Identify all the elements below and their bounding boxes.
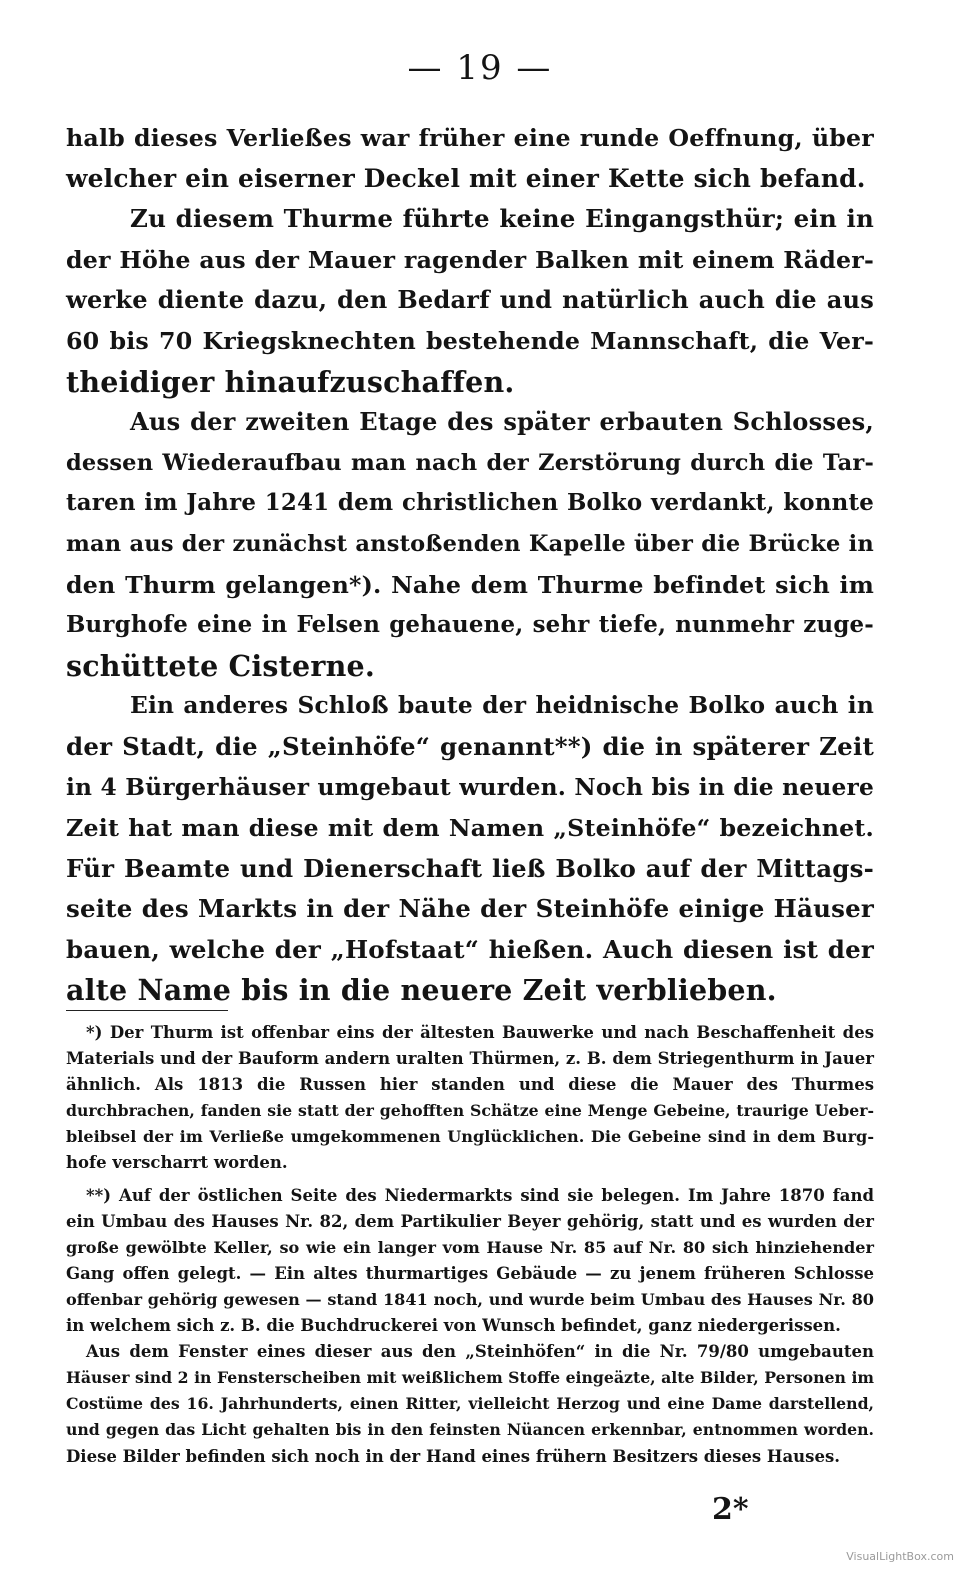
text-line: schüttete Cisterne. bbox=[66, 648, 375, 683]
text-line: welcher ein eiserner Deckel mit einer Kette sich befand. bbox=[66, 163, 866, 193]
text-line: werke diente dazu, den Bedarf und natürlich auch die aus bbox=[66, 285, 874, 315]
footnote-line: Materials und der Bauform andern uralten Thürmen, z. B. dem Striegenthurm in Jauer bbox=[66, 1049, 874, 1069]
footnote-line: Diese Bilder befinden sich noch in der Hand eines frühern Besitzers dieses Hauses. bbox=[66, 1446, 840, 1466]
text-line: bauen, welche der „Hofstaat“ hießen. Auch diesen ist der bbox=[66, 934, 874, 964]
text-line: Für Beamte und Dienerschaft ließ Bolko auf der Mittags- bbox=[66, 853, 874, 883]
text-line: Ein anderes Schloß baute der heidnische Bolko auch in bbox=[130, 692, 874, 720]
text-line: Zeit hat man diese mit dem Namen „Steinhöfe“ bezeichnet. bbox=[66, 814, 874, 843]
text-line: in 4 Bürgerhäuser umgebaut wurden. Noch bis in die neuere bbox=[66, 773, 874, 801]
text-line: der Stadt, die „Steinhöfe“ genannt**) die in späterer Zeit bbox=[66, 731, 874, 761]
watermark: VisualLightBox.com bbox=[846, 1550, 954, 1563]
footnote-line: offenbar gehörig gewesen — stand 1841 noch, und wurde beim Umbau des Hauses Nr. 80 bbox=[66, 1289, 874, 1309]
text-line: theidiger hinaufzuschaffen. bbox=[66, 364, 515, 399]
footnote-line: in welchem sich z. B. die Buchdruckerei von Wunsch befindet, ganz niedergerissen. bbox=[66, 1316, 841, 1336]
text-line: halb dieses Verließes war früher eine runde Oeffnung, über bbox=[66, 124, 874, 152]
text-line: Burghofe eine in Felsen gehauene, sehr tiefe, nunmehr zuge- bbox=[66, 611, 874, 639]
main-text bbox=[66, 118, 874, 1011]
text-line: der Höhe aus der Mauer ragender Balken mit einem Räder- bbox=[66, 245, 874, 274]
footnotes bbox=[66, 1020, 874, 1470]
text-line: 60 bis 70 Kriegsknechten bestehende Mannschaft, die Ver- bbox=[66, 326, 874, 355]
footnote-line: bleibsel der im Verließe umgekommenen Unglücklichen. Die Gebeine sind in dem Burg- bbox=[66, 1127, 874, 1147]
footnote-line: *) Der Thurm ist offenbar eins der ältesten Bauwerke und nach Beschaffenheit des bbox=[86, 1023, 874, 1042]
footnote-line: ähnlich. Als 1813 die Russen hier standen und diese die Mauer des Thurmes bbox=[66, 1075, 874, 1095]
page-number: — 19 — bbox=[407, 48, 553, 88]
text-line: man aus der zunächst anstoßenden Kapelle über die Brücke in bbox=[66, 530, 874, 557]
footnote-divider bbox=[66, 1010, 228, 1011]
text-line: Zu diesem Thurme führte keine Eingangsthür; ein in bbox=[130, 204, 874, 234]
footnote-line: große gewölbte Keller, so wie ein langer vom Hause Nr. 85 auf Nr. 80 sich hinziehender bbox=[66, 1237, 874, 1257]
footnote-line: Costüme des 16. Jahrhunderts, einen Ritter, vielleicht Herzog und eine Dame darstellend, bbox=[66, 1394, 874, 1414]
text-line: den Thurm gelangen*). Nahe dem Thurme befindet sich im bbox=[66, 570, 874, 599]
text-line: seite des Markts in der Nähe der Steinhöfe einige Häuser bbox=[66, 894, 874, 924]
text-line: taren im Jahre 1241 dem christlichen Bolko verdankt, konnte bbox=[66, 489, 874, 517]
text-line: dessen Wiederaufbau man nach der Zerstörung durch die Tar- bbox=[66, 449, 874, 476]
text-line: alte Name bis in die neuere Zeit verblieben. bbox=[66, 973, 777, 1008]
footnote-line: Häuser sind 2 in Fensterscheiben mit weißlichem Stoffe eingeäzte, alte Bilder, Personen im bbox=[66, 1368, 874, 1388]
footnote-line: hofe verscharrt worden. bbox=[66, 1153, 288, 1173]
text-line: Aus der zweiten Etage des später erbauten Schlosses, bbox=[130, 407, 874, 437]
footnote-line: Gang offen gelegt. — Ein altes thurmartiges Gebäude — zu jenem früheren Schlosse bbox=[66, 1263, 874, 1283]
footnote-line: und gegen das Licht gehalten bis in den feinsten Nüancen erkennbar, entnommen worden. bbox=[66, 1420, 874, 1440]
footnote-line: ein Umbau des Hauses Nr. 82, dem Partikulier Beyer gehörig, statt und es wurden der bbox=[66, 1211, 874, 1231]
footnote-line: Aus dem Fenster eines dieser aus den „Steinhöfen“ in die Nr. 79/80 umgebauten bbox=[86, 1342, 874, 1362]
footnote-line: **) Auf der östlichen Seite des Niedermarkts sind sie belegen. Im Jahre 1870 fand bbox=[86, 1185, 874, 1205]
footnote-line: durchbrachen, fanden sie statt der gehofften Schätze eine Menge Gebeine, traurige Ueber- bbox=[66, 1101, 874, 1121]
signature-mark: 2* bbox=[712, 1492, 749, 1527]
